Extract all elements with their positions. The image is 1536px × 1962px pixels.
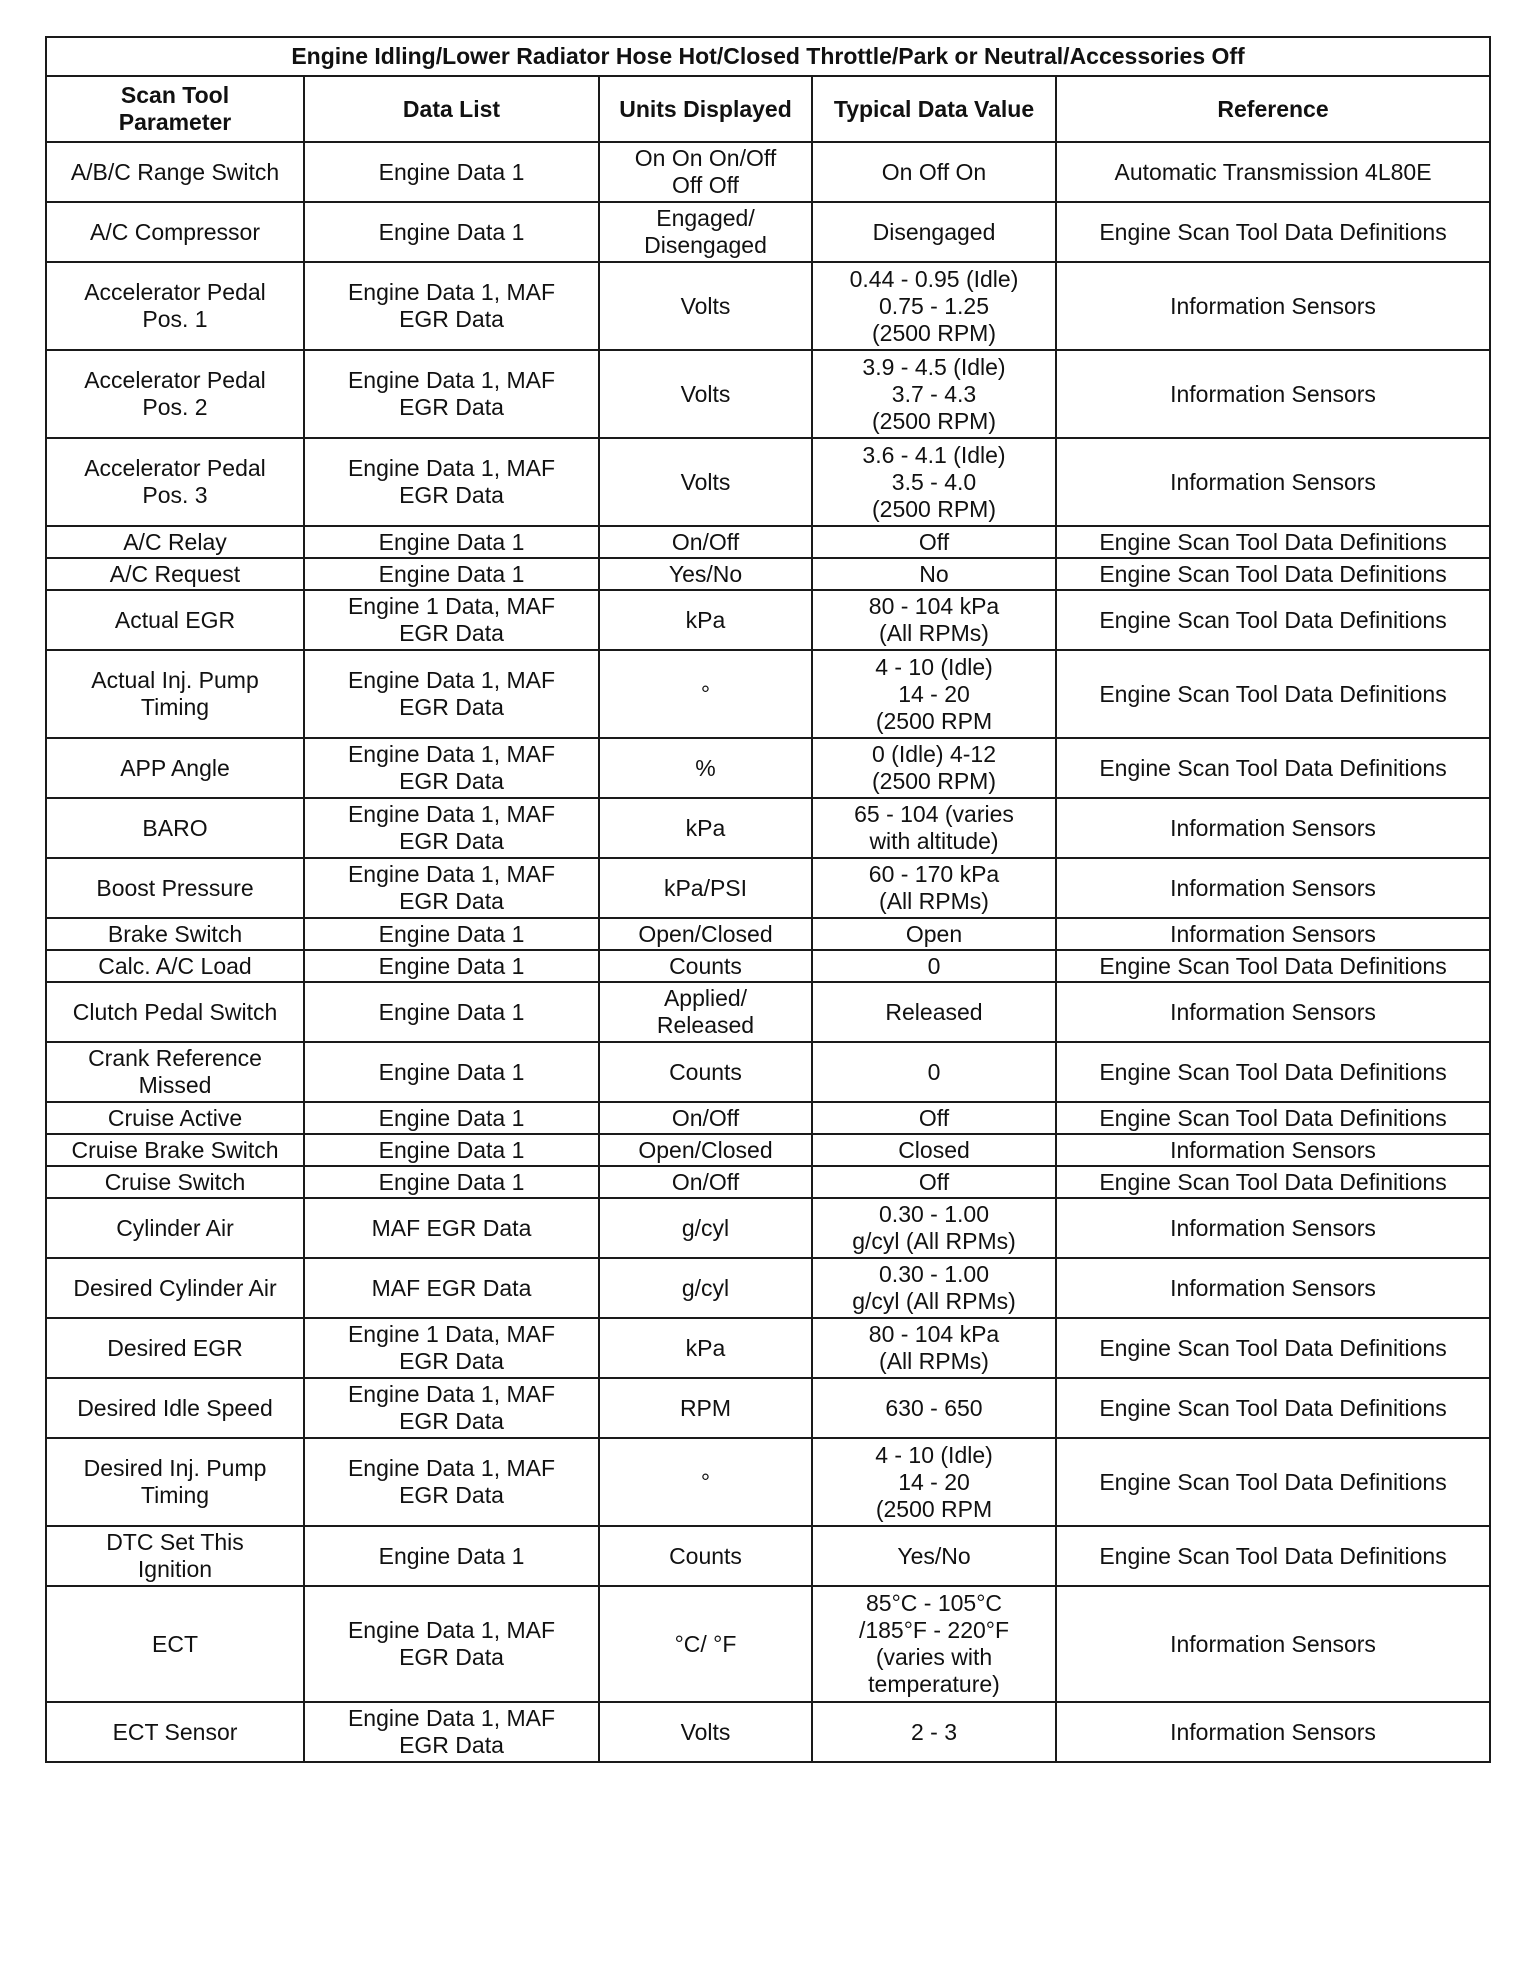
reference-cell: Engine Scan Tool Data Definitions — [1056, 650, 1490, 738]
data-list-cell: Engine Data 1 — [304, 1166, 599, 1198]
data-list-cell: Engine Data 1, MAF EGR Data — [304, 350, 599, 438]
typical-value-cell: Disengaged — [812, 202, 1056, 262]
reference-cell: Information Sensors — [1056, 798, 1490, 858]
units-cell: RPM — [599, 1378, 812, 1438]
parameter-cell: Calc. A/C Load — [46, 950, 304, 982]
table-row — [46, 1042, 1490, 1102]
data-list-cell: Engine Data 1, MAF EGR Data — [304, 1378, 599, 1438]
typical-value-cell: 0.30 - 1.00 g/cyl (All RPMs) — [812, 1198, 1056, 1258]
units-cell: ° — [599, 650, 812, 738]
table-row — [46, 202, 1490, 262]
data-list-cell: Engine Data 1 — [304, 202, 599, 262]
typical-value-cell: 0.30 - 1.00 g/cyl (All RPMs) — [812, 1258, 1056, 1318]
reference-cell: Engine Scan Tool Data Definitions — [1056, 1438, 1490, 1526]
table-row — [46, 558, 1490, 590]
table-row — [46, 1378, 1490, 1438]
typical-value-cell: 0 — [812, 1042, 1056, 1102]
reference-cell: Information Sensors — [1056, 918, 1490, 950]
data-list-cell: MAF EGR Data — [304, 1198, 599, 1258]
table-row — [46, 1166, 1490, 1198]
table-row — [46, 526, 1490, 558]
reference-cell: Information Sensors — [1056, 858, 1490, 918]
table-row — [46, 798, 1490, 858]
typical-value-cell: Released — [812, 982, 1056, 1042]
reference-cell: Automatic Transmission 4L80E — [1056, 142, 1490, 202]
typical-value-cell: 2 - 3 — [812, 1702, 1056, 1762]
units-cell: Engaged/ Disengaged — [599, 202, 812, 262]
typical-value-cell: 80 - 104 kPa (All RPMs) — [812, 590, 1056, 650]
units-cell: On/Off — [599, 526, 812, 558]
reference-cell: Information Sensors — [1056, 1702, 1490, 1762]
reference-cell: Engine Scan Tool Data Definitions — [1056, 526, 1490, 558]
reference-cell: Information Sensors — [1056, 438, 1490, 526]
typical-value-cell: 60 - 170 kPa (All RPMs) — [812, 858, 1056, 918]
data-list-cell: Engine Data 1, MAF EGR Data — [304, 798, 599, 858]
table-row — [46, 1526, 1490, 1586]
parameter-cell: BARO — [46, 798, 304, 858]
reference-cell: Engine Scan Tool Data Definitions — [1056, 558, 1490, 590]
table-row — [46, 1134, 1490, 1166]
parameter-cell: A/C Request — [46, 558, 304, 590]
parameter-cell: Accelerator Pedal Pos. 3 — [46, 438, 304, 526]
typical-value-cell: 0.44 - 0.95 (Idle) 0.75 - 1.25 (2500 RPM) — [812, 262, 1056, 350]
column-header-row — [46, 76, 1490, 142]
parameter-cell: Actual Inj. Pump Timing — [46, 650, 304, 738]
parameter-cell: ECT Sensor — [46, 1702, 304, 1762]
typical-value-cell: Closed — [812, 1134, 1056, 1166]
data-list-cell: Engine Data 1, MAF EGR Data — [304, 262, 599, 350]
table-row — [46, 262, 1490, 350]
typical-value-cell: 3.9 - 4.5 (Idle) 3.7 - 4.3 (2500 RPM) — [812, 350, 1056, 438]
parameter-cell: A/C Compressor — [46, 202, 304, 262]
reference-cell: Information Sensors — [1056, 1258, 1490, 1318]
typical-value-cell: Open — [812, 918, 1056, 950]
typical-value-cell: Yes/No — [812, 1526, 1056, 1586]
typical-value-cell: 4 - 10 (Idle) 14 - 20 (2500 RPM — [812, 650, 1056, 738]
typical-value-cell: Off — [812, 526, 1056, 558]
header-reference: Reference — [1056, 76, 1490, 142]
data-list-cell: Engine Data 1 — [304, 918, 599, 950]
units-cell: Open/Closed — [599, 1134, 812, 1166]
parameter-cell: Cruise Active — [46, 1102, 304, 1134]
table-row — [46, 1438, 1490, 1526]
typical-value-cell: 65 - 104 (varies with altitude) — [812, 798, 1056, 858]
parameter-cell: Desired Inj. Pump Timing — [46, 1438, 304, 1526]
table-row — [46, 350, 1490, 438]
reference-cell: Information Sensors — [1056, 350, 1490, 438]
document-page — [45, 36, 1489, 1763]
table-row — [46, 1318, 1490, 1378]
table-title: Engine Idling/Lower Radiator Hose Hot/Closed Throttle/Park or Neutral/Accessories Off — [46, 37, 1490, 76]
table-row — [46, 1258, 1490, 1318]
units-cell: Volts — [599, 350, 812, 438]
reference-cell: Engine Scan Tool Data Definitions — [1056, 1378, 1490, 1438]
data-list-cell: Engine Data 1, MAF EGR Data — [304, 438, 599, 526]
parameter-cell: Brake Switch — [46, 918, 304, 950]
units-cell: Volts — [599, 1702, 812, 1762]
typical-value-cell: 0 (Idle) 4-12 (2500 RPM) — [812, 738, 1056, 798]
data-list-cell: Engine Data 1 — [304, 950, 599, 982]
parameter-cell: Actual EGR — [46, 590, 304, 650]
units-cell: °C/ °F — [599, 1586, 812, 1702]
parameter-cell: DTC Set This Ignition — [46, 1526, 304, 1586]
units-cell: On On On/Off Off Off — [599, 142, 812, 202]
parameter-cell: Desired EGR — [46, 1318, 304, 1378]
typical-value-cell: 85°C - 105°C /185°F - 220°F (varies with temperature) — [812, 1586, 1056, 1702]
parameter-cell: Accelerator Pedal Pos. 2 — [46, 350, 304, 438]
units-cell: Volts — [599, 438, 812, 526]
header-scan-tool-parameter: Scan Tool Parameter — [46, 76, 304, 142]
parameter-cell: Desired Idle Speed — [46, 1378, 304, 1438]
table-row — [46, 590, 1490, 650]
reference-cell: Engine Scan Tool Data Definitions — [1056, 590, 1490, 650]
data-list-cell: Engine Data 1 — [304, 142, 599, 202]
data-list-cell: Engine 1 Data, MAF EGR Data — [304, 590, 599, 650]
units-cell: Counts — [599, 950, 812, 982]
typical-value-cell: 80 - 104 kPa (All RPMs) — [812, 1318, 1056, 1378]
data-list-cell: Engine Data 1 — [304, 1042, 599, 1102]
table-row — [46, 1586, 1490, 1702]
reference-cell: Engine Scan Tool Data Definitions — [1056, 1526, 1490, 1586]
units-cell: Yes/No — [599, 558, 812, 590]
parameter-cell: Cruise Brake Switch — [46, 1134, 304, 1166]
data-list-cell: Engine Data 1 — [304, 1102, 599, 1134]
data-list-cell: Engine 1 Data, MAF EGR Data — [304, 1318, 599, 1378]
typical-value-cell: 0 — [812, 950, 1056, 982]
units-cell: g/cyl — [599, 1258, 812, 1318]
reference-cell: Engine Scan Tool Data Definitions — [1056, 202, 1490, 262]
typical-value-cell: Off — [812, 1102, 1056, 1134]
header-typical-data-value: Typical Data Value — [812, 76, 1056, 142]
parameter-cell: Cruise Switch — [46, 1166, 304, 1198]
units-cell: kPa/PSI — [599, 858, 812, 918]
typical-value-cell: 3.6 - 4.1 (Idle) 3.5 - 4.0 (2500 RPM) — [812, 438, 1056, 526]
scan-tool-data-table — [45, 36, 1491, 1763]
typical-value-cell: 630 - 650 — [812, 1378, 1056, 1438]
units-cell: % — [599, 738, 812, 798]
table-row — [46, 1198, 1490, 1258]
units-cell: On/Off — [599, 1102, 812, 1134]
table-row — [46, 142, 1490, 202]
units-cell: kPa — [599, 798, 812, 858]
data-list-cell: Engine Data 1, MAF EGR Data — [304, 650, 599, 738]
reference-cell: Information Sensors — [1056, 1134, 1490, 1166]
reference-cell: Engine Scan Tool Data Definitions — [1056, 1166, 1490, 1198]
data-list-cell: Engine Data 1, MAF EGR Data — [304, 1438, 599, 1526]
parameter-cell: A/C Relay — [46, 526, 304, 558]
parameter-cell: Cylinder Air — [46, 1198, 304, 1258]
units-cell: Volts — [599, 262, 812, 350]
reference-cell: Information Sensors — [1056, 1198, 1490, 1258]
table-row — [46, 858, 1490, 918]
units-cell: ° — [599, 1438, 812, 1526]
units-cell: g/cyl — [599, 1198, 812, 1258]
data-list-cell: Engine Data 1 — [304, 558, 599, 590]
units-cell: Counts — [599, 1526, 812, 1586]
parameter-cell: Accelerator Pedal Pos. 1 — [46, 262, 304, 350]
data-list-cell: Engine Data 1 — [304, 982, 599, 1042]
units-cell: Open/Closed — [599, 918, 812, 950]
reference-cell: Engine Scan Tool Data Definitions — [1056, 950, 1490, 982]
reference-cell: Information Sensors — [1056, 982, 1490, 1042]
parameter-cell: ECT — [46, 1586, 304, 1702]
parameter-cell: Crank Reference Missed — [46, 1042, 304, 1102]
data-list-cell: Engine Data 1 — [304, 1134, 599, 1166]
units-cell: On/Off — [599, 1166, 812, 1198]
table-row — [46, 1702, 1490, 1762]
units-cell: kPa — [599, 590, 812, 650]
typical-value-cell: On Off On — [812, 142, 1056, 202]
data-list-cell: MAF EGR Data — [304, 1258, 599, 1318]
typical-value-cell: Off — [812, 1166, 1056, 1198]
units-cell: Applied/ Released — [599, 982, 812, 1042]
units-cell: Counts — [599, 1042, 812, 1102]
typical-value-cell: 4 - 10 (Idle) 14 - 20 (2500 RPM — [812, 1438, 1056, 1526]
table-row — [46, 650, 1490, 738]
units-cell: kPa — [599, 1318, 812, 1378]
parameter-cell: APP Angle — [46, 738, 304, 798]
typical-value-cell: No — [812, 558, 1056, 590]
data-list-cell: Engine Data 1, MAF EGR Data — [304, 1702, 599, 1762]
data-list-cell: Engine Data 1 — [304, 1526, 599, 1586]
table-row — [46, 950, 1490, 982]
reference-cell: Engine Scan Tool Data Definitions — [1056, 738, 1490, 798]
reference-cell: Information Sensors — [1056, 262, 1490, 350]
parameter-cell: Clutch Pedal Switch — [46, 982, 304, 1042]
table-row — [46, 982, 1490, 1042]
parameter-cell: Boost Pressure — [46, 858, 304, 918]
data-list-cell: Engine Data 1 — [304, 526, 599, 558]
table-row — [46, 1102, 1490, 1134]
table-row — [46, 738, 1490, 798]
parameter-cell: Desired Cylinder Air — [46, 1258, 304, 1318]
reference-cell: Engine Scan Tool Data Definitions — [1056, 1102, 1490, 1134]
reference-cell: Engine Scan Tool Data Definitions — [1056, 1318, 1490, 1378]
header-data-list: Data List — [304, 76, 599, 142]
reference-cell: Information Sensors — [1056, 1586, 1490, 1702]
data-list-cell: Engine Data 1, MAF EGR Data — [304, 1586, 599, 1702]
header-units-displayed: Units Displayed — [599, 76, 812, 142]
parameter-cell: A/B/C Range Switch — [46, 142, 304, 202]
reference-cell: Engine Scan Tool Data Definitions — [1056, 1042, 1490, 1102]
table-row — [46, 438, 1490, 526]
data-list-cell: Engine Data 1, MAF EGR Data — [304, 858, 599, 918]
table-row — [46, 918, 1490, 950]
data-list-cell: Engine Data 1, MAF EGR Data — [304, 738, 599, 798]
